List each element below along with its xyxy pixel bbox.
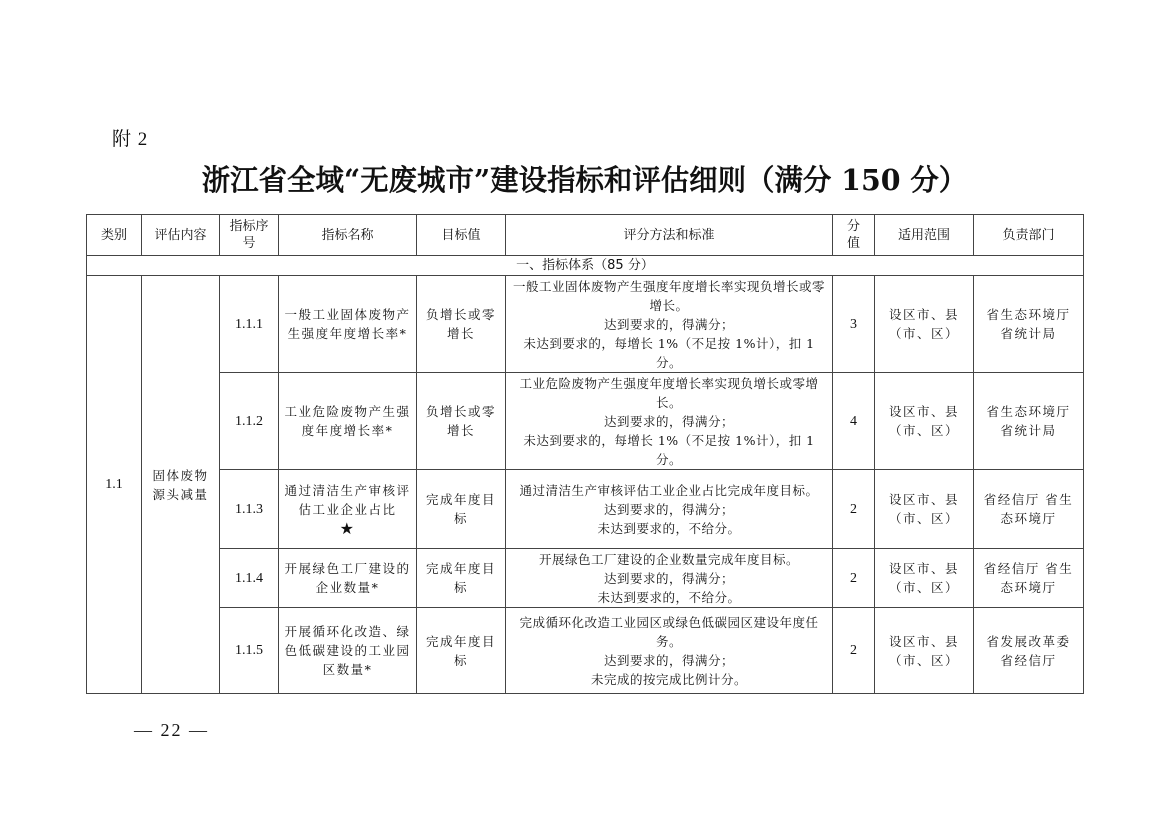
scope: 设区市、县（市、区） bbox=[875, 470, 974, 549]
scoring-method: 一般工业固体废物产生强度年度增长率实现负增长或零增长。 达到要求的，得满分； 未达到要求的，每增长 1%（不足按 1%计），扣 1 分。 bbox=[506, 276, 833, 373]
header-index-no: 指标序号 bbox=[220, 215, 279, 256]
target-value: 负增长或零增长 bbox=[417, 276, 506, 373]
score: 4 bbox=[833, 373, 875, 470]
scoring-method: 工业危险废物产生强度年度增长率实现负增长或零增长。 达到要求的，得满分； 未达到要求的，每增长 1%（不足按 1%计），扣 1 分。 bbox=[506, 373, 833, 470]
index-name: 开展循环化改造、绿色低碳建设的工业园区数量* bbox=[279, 608, 417, 694]
header-category: 类别 bbox=[87, 215, 142, 256]
scope: 设区市、县（市、区） bbox=[875, 608, 974, 694]
target-value: 完成年度目标 bbox=[417, 608, 506, 694]
index-no: 1.1.3 bbox=[220, 470, 279, 549]
score: 2 bbox=[833, 470, 875, 549]
scoring-method: 开展绿色工厂建设的企业数量完成年度目标。 达到要求的，得满分； 未达到要求的，不给分。 bbox=[506, 549, 833, 608]
annex-label: 附 2 bbox=[112, 129, 149, 150]
header-target: 目标值 bbox=[417, 215, 506, 256]
score: 3 bbox=[833, 276, 875, 373]
target-value: 完成年度目标 bbox=[417, 549, 506, 608]
index-name: 开展绿色工厂建设的企业数量* bbox=[279, 549, 417, 608]
index-no: 1.1.5 bbox=[220, 608, 279, 694]
section-title: 一、指标体系（85 分） bbox=[87, 256, 1084, 276]
header-index-name: 指标名称 bbox=[279, 215, 417, 256]
department: 省发展改革委 省经信厅 bbox=[974, 608, 1084, 694]
table-row bbox=[87, 549, 1084, 608]
table-row bbox=[87, 373, 1084, 470]
table-row bbox=[87, 470, 1084, 549]
page-number: — 22 — bbox=[134, 720, 209, 740]
index-name: 通过清洁生产审核评估工业企业占比 ★ bbox=[279, 470, 417, 549]
department: 省生态环境厅 省统计局 bbox=[974, 276, 1084, 373]
scope: 设区市、县（市、区） bbox=[875, 373, 974, 470]
header-department: 负责部门 bbox=[974, 215, 1084, 256]
index-no: 1.1.4 bbox=[220, 549, 279, 608]
target-value: 完成年度目标 bbox=[417, 470, 506, 549]
header-score: 分值 bbox=[833, 215, 875, 256]
section-row bbox=[87, 256, 1084, 276]
category-cell: 1.1 bbox=[87, 276, 142, 694]
index-name: 工业危险废物产生强度年度增长率* bbox=[279, 373, 417, 470]
department: 省生态环境厅 省统计局 bbox=[974, 373, 1084, 470]
score: 2 bbox=[833, 549, 875, 608]
content-cell: 固体废物源头减量 bbox=[142, 276, 220, 694]
document-title: 浙江省全域“无废城市”建设指标和评估细则（满分 150 分） bbox=[201, 163, 968, 197]
score: 2 bbox=[833, 608, 875, 694]
table-header-row bbox=[87, 215, 1084, 256]
scoring-method: 通过清洁生产审核评估工业企业占比完成年度目标。 达到要求的，得满分； 未达到要求的，不给分。 bbox=[506, 470, 833, 549]
target-value: 负增长或零增长 bbox=[417, 373, 506, 470]
scoring-method: 完成循环化改造工业园区或绿色低碳园区建设年度任务。 达到要求的，得满分； 未完成的按完成比例计分。 bbox=[506, 608, 833, 694]
index-no: 1.1.2 bbox=[220, 373, 279, 470]
header-content: 评估内容 bbox=[142, 215, 220, 256]
scope: 设区市、县（市、区） bbox=[875, 276, 974, 373]
indicator-table bbox=[86, 214, 1084, 694]
star-icon: ★ bbox=[339, 518, 356, 538]
header-scope: 适用范围 bbox=[875, 215, 974, 256]
scope: 设区市、县（市、区） bbox=[875, 549, 974, 608]
index-no: 1.1.1 bbox=[220, 276, 279, 373]
table-row bbox=[87, 608, 1084, 694]
index-name: 一般工业固体废物产生强度年度增长率* bbox=[279, 276, 417, 373]
header-method: 评分方法和标准 bbox=[506, 215, 833, 256]
table-row bbox=[87, 276, 1084, 373]
department: 省经信厅 省生态环境厅 bbox=[974, 549, 1084, 608]
department: 省经信厅 省生态环境厅 bbox=[974, 470, 1084, 549]
